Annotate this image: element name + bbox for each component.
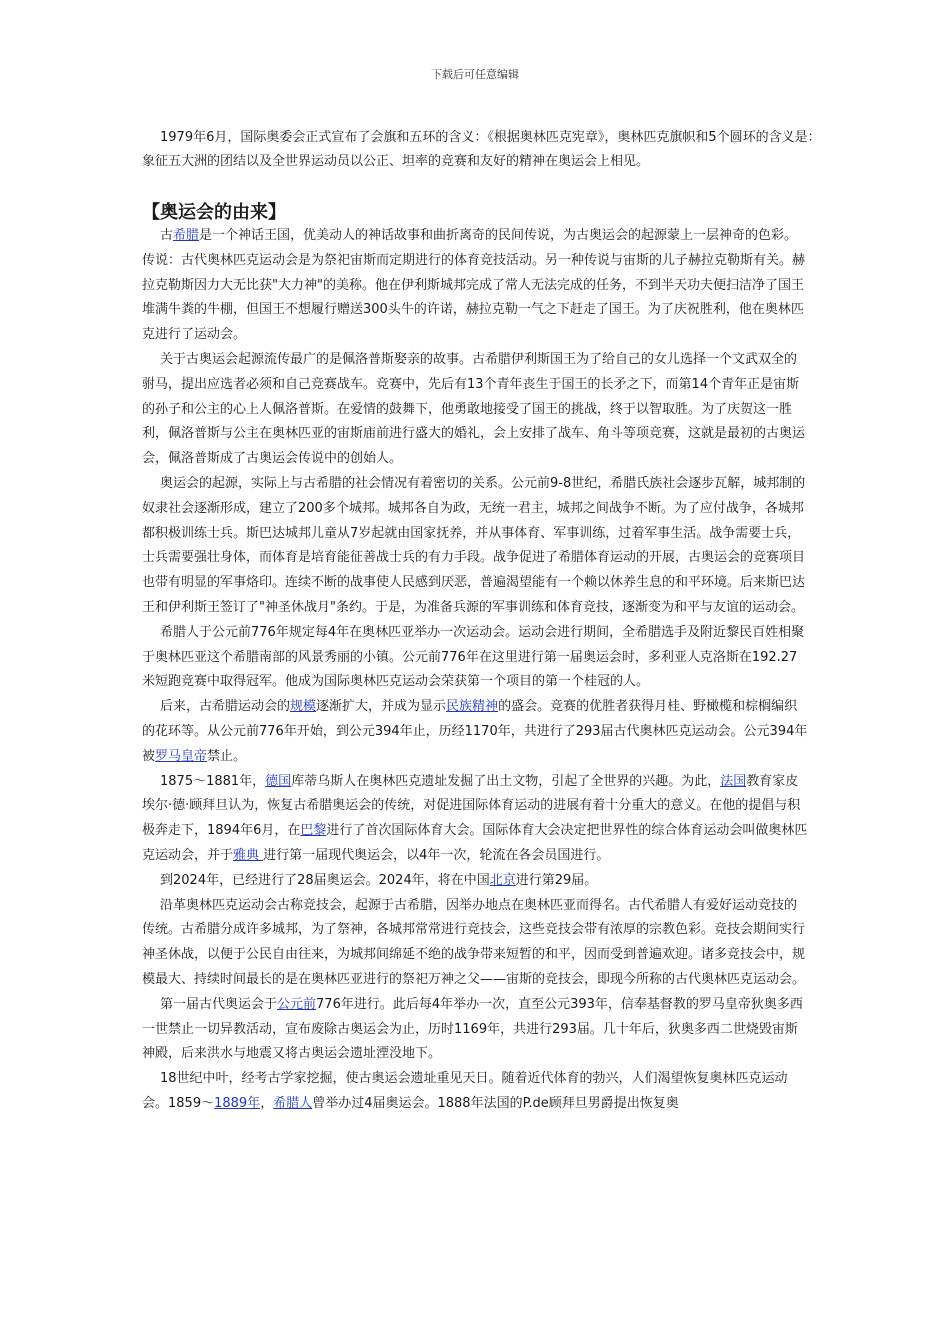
body-paragraph: [142, 472, 808, 621]
paragraph-text: 进行第一届现代奥运会，以4年一次，轮流在各会员国进行。: [263, 847, 610, 863]
inline-link[interactable]: 巴黎: [300, 823, 327, 839]
inline-link[interactable]: 法国: [720, 773, 747, 789]
inline-link[interactable]: 希腊人: [273, 1095, 313, 1111]
body-paragraph: [142, 224, 808, 348]
inline-link[interactable]: 罗马皇帝: [155, 748, 208, 764]
paragraph-text: 奥运会的起源，实际上与古希腊的社会情况有着密切的关系。公元前9-8世纪，希腊氏族社会逐步瓦解，城邦制的奴隶社会逐渐形成，建立了200多个城邦。城邦各自为政，无统一君主，城邦之间战争不断。为了应付战争，各城邦都积极训练士兵。斯巴达城邦儿童从7岁起就由国家抚养，并从事体育、军事训练，过着军事生活。战争需要士兵，士兵需要强壮身体，而体育是培育能征善战士兵的有力手段。战争促进了希腊体育运动的开展，古奥运会的竞赛项目也带有明显的军事烙印。连续不断的战事使人民感到厌恶，普遍渴望能有一个赖以休养生息的和平环境。后来斯巴达王和伊利斯王签订了"神圣休战月"条约。于是，为准备兵源的军事训练和体育竞技，逐渐变为和平与友谊的运动会。: [142, 475, 806, 615]
body-paragraph: [142, 1067, 808, 1117]
body-paragraph: [142, 993, 808, 1067]
paragraph-text: 库蒂乌斯人在奥林匹克遗址发掘了出土文物，引起了全世界的兴趣。为此，: [291, 773, 721, 789]
inline-link[interactable]: 公元前: [277, 996, 317, 1012]
paragraph-text: 进行了首次国际体育大会。国际体育大会决定把世界性的综合体育运动会叫做奥林匹克运动会，并于: [142, 823, 808, 863]
body-paragraph: [142, 869, 808, 894]
paragraph-text: 进行第29届。: [515, 872, 598, 888]
page-header: 下载后可任意编辑: [431, 68, 519, 81]
intro-paragraph: 1979年6月，国际奥委会正式宣布了会旗和五环的含义：《根据奥林匹克宪章》，奥林匹克旗帜和5个圆环的含义是：象征五大洲的团结以及全世界运动员以公正、坦率的竞赛和友好的精神在奥运会上相见。: [142, 130, 821, 169]
inline-link[interactable]: 规模: [290, 699, 317, 715]
paragraph-text: 18世纪中叶，经考古学家挖掘，使古奥运会遗址重见天日。随着近代体育的勃兴，人们渴望恢复奥林匹克运动会。1859～: [142, 1071, 788, 1111]
paragraph-text: 后来，古希腊运动会的: [160, 699, 291, 715]
paragraph-text: 曾举办过4届奥运会。1888年法国的P.de顾拜旦男爵提出恢复奥: [312, 1095, 679, 1111]
paragraph-text: 1875～1881年，: [160, 773, 266, 789]
paragraph-text: 的盛会。竞赛的优胜者获得月桂、野橄榄和棕榈编织的花环等。从公元前776年开始，到公元394年止，历经1170年，共进行了293届古代奥林匹克运动会。公元394年被: [142, 699, 808, 764]
article-body: [142, 224, 808, 1117]
inline-link[interactable]: 北京: [489, 872, 516, 888]
body-paragraph: [142, 695, 808, 769]
paragraph-text: 第一届古代奥运会于: [160, 996, 278, 1012]
paragraph-text: 沿革奥林匹克运动会古称竞技会，起源于古希腊，因举办地点在奥林匹亚而得名。古代希腊人有爱好运动竞技的传统。古希腊分成许多城邦，为了祭神，各城邦常常进行竞技会，这些竞技会带有浓厚的宗教色彩。竞技会期间实行神圣休战，以便于公民自由往来，为城邦间绵延不绝的战争带来短暂的和平，因而受到普遍欢迎。诸多竞技会中，规模最大、持续时间最长的是在奥林匹亚进行的祭祀万神之父——宙斯的竞技会，即现今所称的古代奥林匹克运动会。: [142, 897, 806, 987]
paragraph-text: 教育家皮埃尔·德·顾拜旦认为，恢复古希腊奥运会的传统，对促进国际体育运动的进展有着十分重大的意义。在他的提倡与积极奔走下，1894年6月，在: [142, 773, 801, 839]
paragraph-text: 776年进行。此后每4年举办一次，直至公元393年，信奉基督教的罗马皇帝狄奥多西一世禁止一切异教活动，宣布废除古奥运会为止，历时1169年，共进行293届。几十年后，狄奥多西二世烧毁宙斯神殿，后来洪水与地震又将古奥运会遗址湮没地下。: [142, 996, 803, 1062]
inline-link[interactable]: 雅典: [233, 847, 264, 863]
paragraph-text: ，: [260, 1095, 274, 1111]
body-paragraph: [142, 621, 808, 695]
body-paragraph: [142, 770, 808, 869]
body-paragraph: [142, 894, 808, 993]
body-paragraph: [142, 348, 808, 472]
inline-link[interactable]: 希腊: [173, 228, 200, 243]
paragraph-text: 到2024年，已经进行了28届奥运会。2024年，将在中国: [160, 872, 490, 888]
section-heading: 【奥运会的由来】: [142, 202, 286, 223]
paragraph-text: 希腊人于公元前776年规定每4年在奥林匹亚举办一次运动会。运动会进行期间，全希腊选手及附近黎民百姓相聚于奥林匹亚这个希腊南部的风景秀丽的小镇。公元前776年在这里进行第一届奥运会时，多利亚人克洛斯在192.27米短跑竞赛中取得冠军。他成为国际奥林匹克运动会荣获第一个项目的第一个桂冠的人。: [142, 624, 805, 690]
paragraph-text: 是一个神话王国，优美动人的神话故事和曲折离奇的民间传说，为古奥运会的起源蒙上一层神奇的色彩。传说：古代奥林匹克运动会是为祭祀宙斯而定期进行的体育竞技活动。另一种传说与宙斯的儿子赫拉克勒斯有关。赫拉克勒斯因力大无比获"大力神"的美称。他在伊利斯城邦完成了常人无法完成的任务，不到半天功夫便扫洁净了国王堆满牛粪的牛棚，但国王不想履行赠送300头牛的许诺，赫拉克勒一气之下赶走了国王。为了庆祝胜利，他在奥林匹克进行了运动会。: [142, 228, 806, 343]
inline-link[interactable]: 1889年: [214, 1095, 261, 1111]
paragraph-text: 关于古奥运会起源流传最广的是佩洛普斯娶亲的故事。古希腊伊利斯国王为了给自己的女儿选择一个文武双全的驸马，提出应选者必须和自己竞赛战车。竞赛中，先后有13个青年丧生于国王的长矛之下，而第14个青年正是宙斯的孙子和公主的心上人佩洛普斯。在爱情的鼓舞下，他勇敢地接受了国王的挑战，终于以智取胜。为了庆贺这一胜利，佩洛普斯与公主在奥林匹亚的宙斯庙前进行盛大的婚礼，会上安排了战车、角斗等项竞赛，这就是最初的古奥运会，佩洛普斯成了古奥运会传说中的创始人。: [142, 351, 806, 467]
paragraph-text: 逐渐扩大，并成为显示: [316, 699, 447, 715]
inline-link[interactable]: 德国: [265, 773, 292, 789]
paragraph-text: 古: [160, 228, 174, 243]
paragraph-text: 禁止。: [207, 748, 247, 764]
inline-link[interactable]: 民族精神: [446, 699, 499, 715]
